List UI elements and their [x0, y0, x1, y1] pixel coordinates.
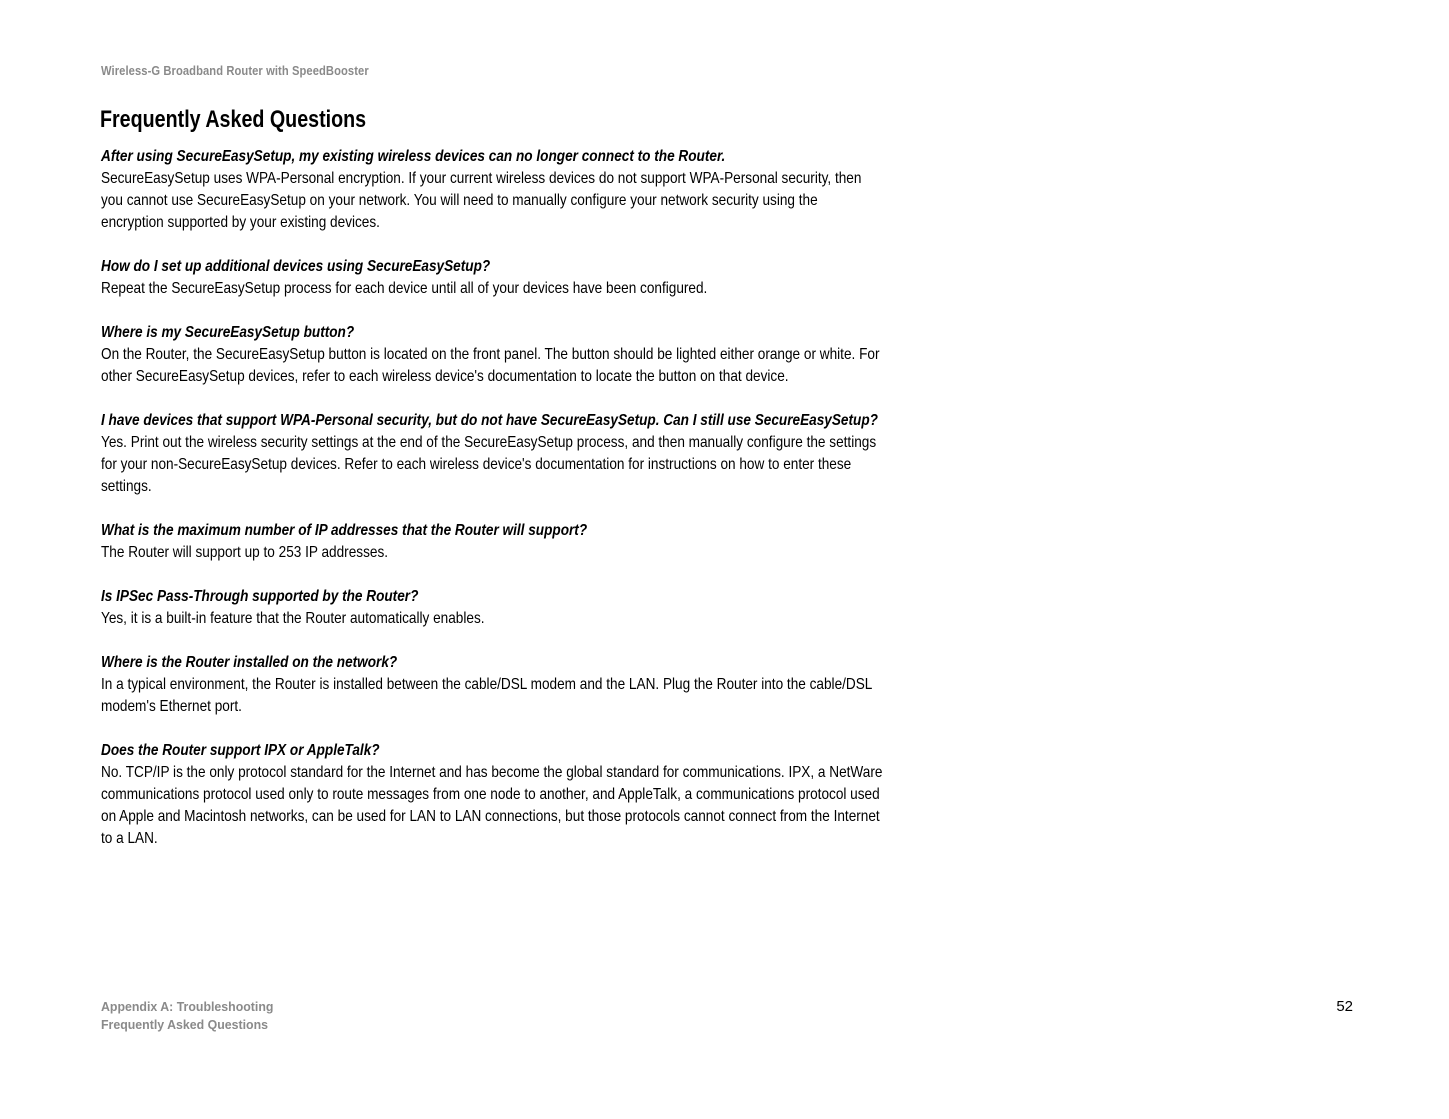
- faq-question: I have devices that support WPA-Personal security, but do not have SecureEasySetup. Can I still use SecureEasySetup?: [101, 412, 878, 429]
- faq-item: [101, 740, 883, 850]
- footer-subsection: Frequently Asked Questions: [101, 1017, 268, 1032]
- running-header: Wireless-G Broadband Router with SpeedBooster: [101, 63, 369, 78]
- faq-answer: No. TCP/IP is the only protocol standard for the Internet and has become the global standard for communications. IPX, a NetWare communications protocol used only to route messages from one node to another, and AppleTalk, a communications protocol used on Apple and Macintosh networks, can be used for LAN to LAN connections, but those protocols cannot connect from the Internet to a LAN.: [101, 764, 883, 847]
- page-title: Frequently Asked Questions: [100, 106, 367, 133]
- faq-list: [101, 146, 883, 872]
- page-number: 52: [1336, 998, 1353, 1015]
- faq-question: Where is the Router installed on the network?: [101, 654, 398, 671]
- footer-section: Appendix A: Troubleshooting: [101, 999, 274, 1014]
- faq-answer: On the Router, the SecureEasySetup button is located on the front panel. The button should be lighted either orange or white. For other SecureEasySetup devices, refer to each wireless device's documentation to locate the button on that device.: [101, 346, 880, 385]
- faq-item: [101, 410, 883, 498]
- faq-item: [101, 322, 883, 388]
- faq-item: [101, 256, 883, 300]
- faq-question: Is IPSec Pass-Through supported by the Router?: [101, 588, 419, 605]
- faq-item: [101, 520, 883, 564]
- faq-item: [101, 146, 883, 234]
- faq-answer: In a typical environment, the Router is installed between the cable/DSL modem and the LAN. Plug the Router into the cable/DSL modem's Ethernet port.: [101, 676, 872, 715]
- faq-question: After using SecureEasySetup, my existing wireless devices can no longer connect to the Router.: [101, 148, 726, 165]
- faq-question: What is the maximum number of IP addresses that the Router will support?: [101, 522, 588, 539]
- faq-answer: The Router will support up to 253 IP addresses.: [101, 544, 389, 561]
- footer-section-info: [101, 998, 273, 1034]
- faq-question: Where is my SecureEasySetup button?: [101, 324, 355, 341]
- faq-answer: SecureEasySetup uses WPA-Personal encryption. If your current wireless devices do not support WPA-Personal security, then you cannot use SecureEasySetup on your network. You will need to manually configure your network security using the encryption supported by your existing devices.: [101, 170, 862, 231]
- faq-question: Does the Router support IPX or AppleTalk?: [101, 742, 380, 759]
- faq-item: [101, 652, 883, 718]
- faq-item: [101, 586, 883, 630]
- faq-question: How do I set up additional devices using SecureEasySetup?: [101, 258, 491, 275]
- faq-answer: Yes. Print out the wireless security settings at the end of the SecureEasySetup process, and then manually configure the settings for your non-SecureEasySetup devices. Refer to each wireless device's documentation for instructions on how to enter these settings.: [101, 434, 877, 495]
- faq-answer: Repeat the SecureEasySetup process for each device until all of your devices have been configured.: [101, 280, 708, 297]
- faq-answer: Yes, it is a built-in feature that the Router automatically enables.: [101, 610, 485, 627]
